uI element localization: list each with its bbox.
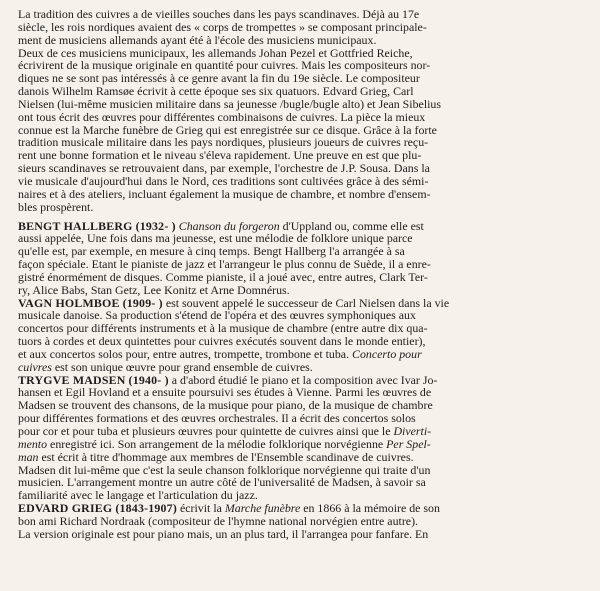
composer-dates: (1843-1907) xyxy=(115,501,177,516)
text-line xyxy=(18,451,586,464)
text-line: naires et à des ateliers, incluant également la musique de chambre, et nombre d'ensem- xyxy=(18,186,431,201)
text-fragment: enregistré ici. Son arrangement de la mélodie folklorique norvégienne xyxy=(47,436,387,451)
work-title: Marche funèbre xyxy=(224,501,301,516)
text-line: sieurs scandinaves se retrouvaient dans, par exemple, l'orchestre de J.P. Sousa. Dans la xyxy=(18,161,430,176)
section-madsen xyxy=(18,374,586,502)
text-fragment: d'Uppland ou, comme elle est xyxy=(279,218,424,233)
section-hallberg xyxy=(18,220,586,297)
work-title: Diverti- xyxy=(393,424,432,438)
composer-name: TRYGVE MADSEN xyxy=(18,372,126,387)
text-line: gistré énormément de disques. Comme pianiste, il a joué avec, entre autres, Clark Ter- xyxy=(18,269,428,284)
text-line: bon ami Richard Nordraak (compositeur de l'hymne national norvégien entre autre). xyxy=(18,513,419,528)
text-line: hansen et Egil Hovland et a ensuite poursuivi ses études à Vienne. Parmi les œuvres de xyxy=(18,385,432,400)
text-fragment: a d'abord étudié le piano et la composition avec Ivar Jo- xyxy=(168,372,438,387)
text-line: Madsen se trouvent des chansons, de la musique pour piano, de la musique de chambre xyxy=(18,398,433,413)
text-line: pour différentes formations et des œuvres orchestrales. Il a écrit des concertos solos xyxy=(18,411,416,426)
text-line: aussi appelée, Une fois dans ma jeunesse, est une mélodie de folklore unique parce xyxy=(18,231,413,246)
work-title: Concerto pour xyxy=(352,346,422,361)
text-line: siècle, les rois nordiques avaient des « corps de trompettes » se composant principale- xyxy=(18,19,427,34)
text-line: vie musicale d'aujourd'hui dans le Nord, ces traditions sont cultivées grâce à des sémi- xyxy=(18,173,429,188)
text-fragment: pour cor et pour tuba et plusieurs œuvres pour quintette de cuivres ainsi que le xyxy=(18,424,394,438)
text-fragment: en 1866 à la mémoire de son xyxy=(300,501,440,516)
intro-paragraph xyxy=(18,8,586,214)
section-grieg xyxy=(18,502,586,541)
text-line: rent une bonne formation et le niveau s'éleva rapidement. Une preuve en est que plu- xyxy=(18,148,422,163)
text-line: familiarité avec le langage et l'articulation du jazz. xyxy=(18,488,258,503)
text-fragment: est son unique œuvre pour grand ensemble de cuivres. xyxy=(51,359,313,374)
text-line: La version originale est pour piano mais, un an plus tard, il l'arrangea pour fanfare. En xyxy=(18,526,429,541)
composer-dates: (1940- ) xyxy=(128,372,169,387)
text-fragment: et aux concertos solos pour, entre autres, trompette, trombone et tuba. xyxy=(18,346,353,361)
text-line: qu'elle est, par exemple, en mesure à cinq temps. Bengt Hallberg l'a arrangée à sa xyxy=(18,244,405,259)
work-title: cuivres xyxy=(18,359,52,374)
text-line: ont tous écrit des œuvres pour différentes combinaisons de cuivres. La pièce la mieux xyxy=(18,109,426,124)
text-line: bles prospèrent. xyxy=(18,199,94,214)
text-line: façon spéciale. Etant le pianiste de jazz et l'arrangeur le plus connu de Suède, il a enre- xyxy=(18,257,431,272)
text-line: concertos pour différents instruments et à la musique de chambre (entre autre dix qua- xyxy=(18,321,428,336)
text-line: Deux de ces musiciens municipaux, les allemands Johan Pezel et Gottfried Reiche, xyxy=(18,45,413,60)
text-line: connue est la Marche funèbre de Grieg qui est enregistrée sur ce disque. Grâce à la forte xyxy=(18,122,437,137)
text-line: La tradition des cuivres a de vieilles souches dans les pays scandinaves. Déjà au 17e xyxy=(18,7,420,21)
text-line: diques ne se sont pas intéressés à ce genre avant la fin du 19e siècle. Le compositeur xyxy=(18,71,420,86)
composer-name: EDVARD GRIEG xyxy=(18,501,113,516)
work-title: man xyxy=(18,449,39,464)
text-fragment: est écrit à titre d'hommage aux membres de l'Ensemble scandinave de cuivres. xyxy=(38,449,414,464)
work-title: Per Spel- xyxy=(386,436,431,451)
composer-dates: (1932- ) xyxy=(135,218,176,233)
text-line: ment de musiciens allemands ayant été à l'école des musiciens municipaux. xyxy=(18,32,377,47)
text-line: tuors à cordes et deux quintettes pour cuivres exécutés souvent dans le monde entier), xyxy=(18,334,426,349)
text-line: danois Wilhelm Ramsøe écrivit à cette époque ses six quatuors. Edvard Grieg, Carl xyxy=(18,84,414,99)
section-holmboe xyxy=(18,297,586,374)
text-line: musicale danoise. Sa production s'étend de l'opéra et des œuvres symphoniques aux xyxy=(18,308,416,323)
work-title: Chanson du forgeron xyxy=(178,218,280,233)
text-fragment: écrivit la xyxy=(177,501,225,516)
composer-name: VAGN HOLMBOE xyxy=(18,295,120,310)
text-line: Nielsen (lui-même musicien militaire dans sa jeunesse /bugle/bugle alto) et Jean Sibelius xyxy=(18,96,442,111)
text-line: musicien. L'arrangement montre un autre côté de l'universalité de Madsen, à savoir sa xyxy=(18,475,426,490)
text-fragment: est souvent appelé le successeur de Carl Nielsen dans la vie xyxy=(162,295,450,310)
work-title: mento xyxy=(18,436,48,451)
text-line: Madsen dit lui-même que c'est la seule chanson folklorique norvégienne qui traite d'un xyxy=(18,462,431,477)
text-line: ry, Alice Babs, Stan Getz, Lee Konitz et Arne Domnérus. xyxy=(18,282,290,297)
composer-dates: (1909- ) xyxy=(122,295,163,310)
section-first-line xyxy=(18,502,586,515)
text-line: écrivirent de la musique originale en quantité pour cuivres. Mais les compositeurs nor- xyxy=(18,58,431,73)
composer-name: BENGT HALLBERG xyxy=(18,218,133,233)
text-line: tradition musicale militaire dans les pays nordiques, plusieurs joueurs de cuivres reçu- xyxy=(18,135,429,150)
